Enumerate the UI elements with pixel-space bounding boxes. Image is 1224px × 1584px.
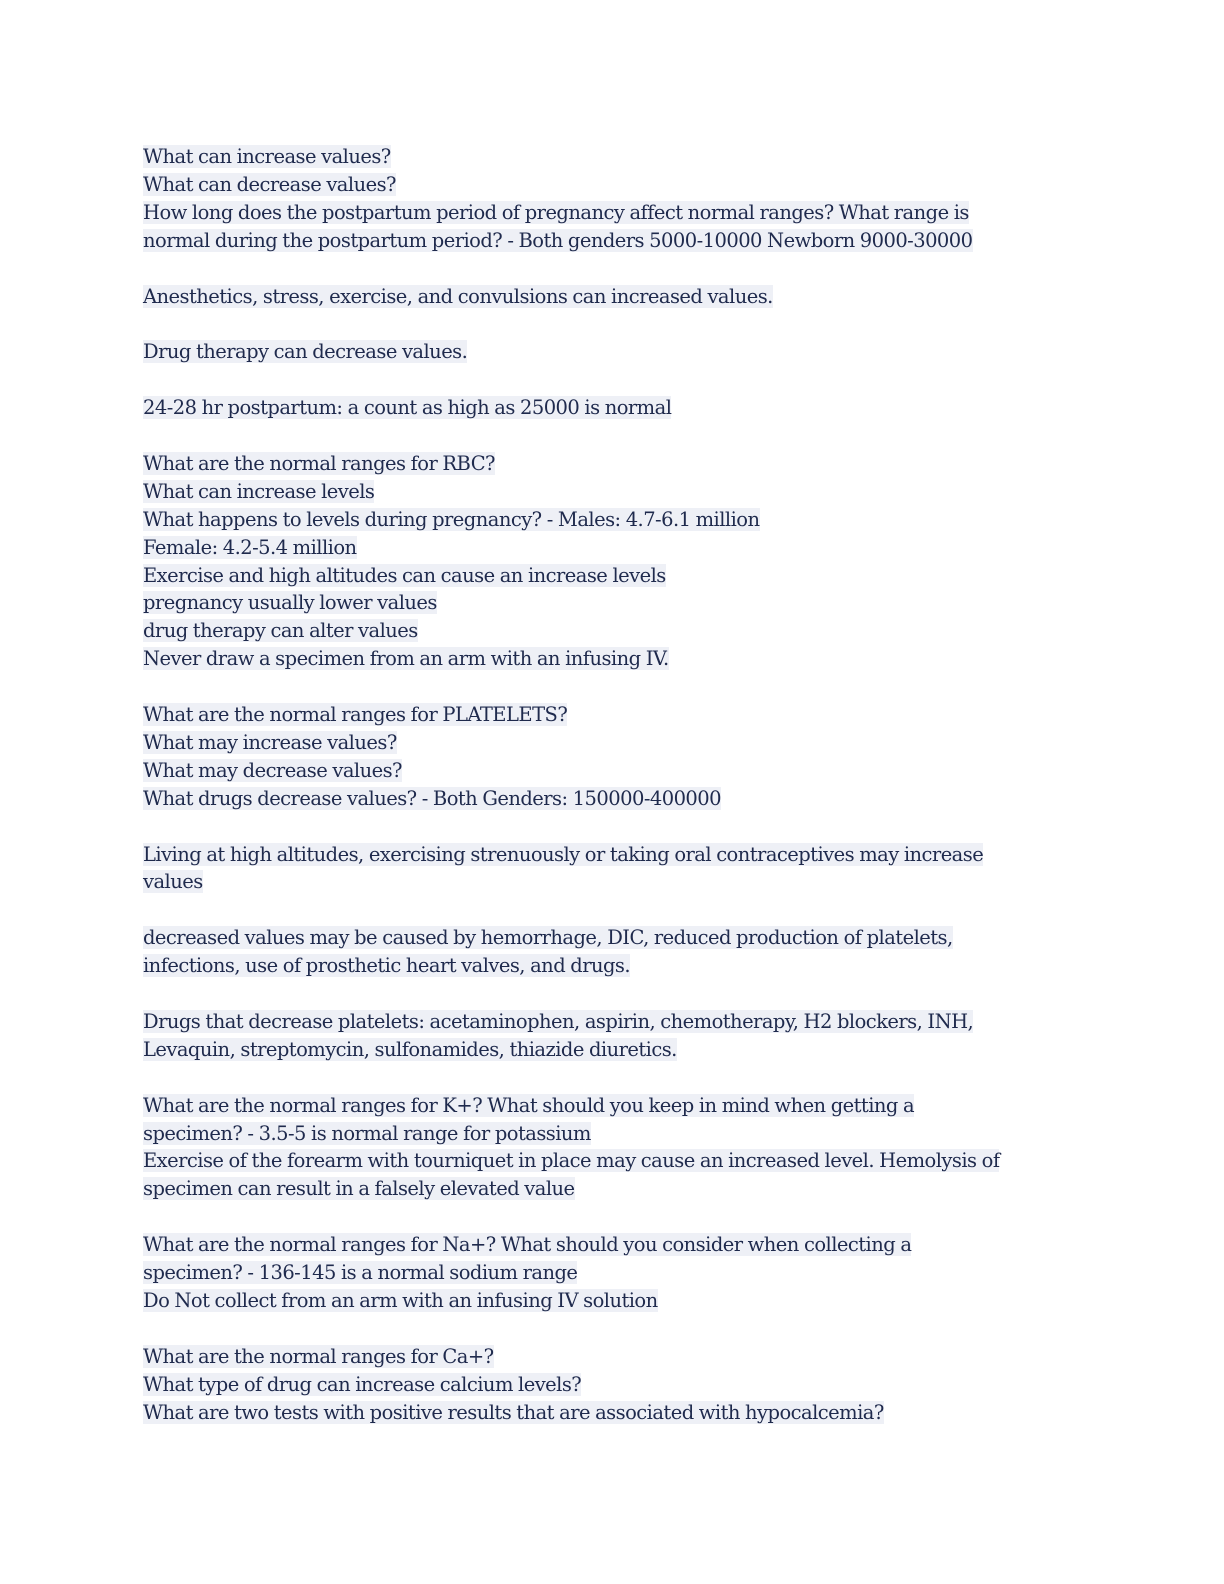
text-line xyxy=(143,617,1083,645)
text-line xyxy=(143,562,1083,590)
text-line xyxy=(143,1399,1083,1427)
text-line-content: pregnancy usually lower values xyxy=(143,591,437,615)
text-line xyxy=(143,924,1083,952)
text-line-content: 24-28 hr postpartum: a count as high as 25000 is normal xyxy=(143,396,672,420)
text-line xyxy=(143,283,1083,311)
text-line-content: What are the normal ranges for PLATELETS? xyxy=(143,703,568,727)
text-line-content: What are the normal ranges for Na+? What should you consider when collecting a xyxy=(143,1233,912,1257)
text-paragraph xyxy=(143,338,1083,366)
text-paragraph xyxy=(143,283,1083,311)
text-line xyxy=(143,478,1083,506)
text-line xyxy=(143,1371,1083,1399)
text-paragraph xyxy=(143,1008,1083,1064)
text-line xyxy=(143,534,1083,562)
text-line xyxy=(143,1036,1083,1064)
text-line-content: What are the normal ranges for K+? What should you keep in mind when getting a xyxy=(143,1093,915,1117)
text-line-content: What can increase values? xyxy=(143,145,391,168)
text-line-content: What may decrease values? xyxy=(143,758,402,782)
text-line-content: What type of drug can increase calcium levels? xyxy=(143,1372,582,1396)
document-page xyxy=(143,143,1083,1454)
text-line-content: Exercise and high altitudes can cause an increase levels xyxy=(143,563,666,587)
text-paragraph xyxy=(143,143,1083,255)
text-line-content: What happens to levels during pregnancy? - Males: 4.7-6.1 million xyxy=(143,507,760,531)
text-line-content: Never draw a specimen from an arm with an infusing IV. xyxy=(143,647,669,671)
text-paragraph xyxy=(143,450,1083,673)
text-paragraph xyxy=(143,841,1083,897)
text-line-content: What are the normal ranges for RBC? xyxy=(143,451,495,475)
text-line-content: normal during the postpartum period? - Both genders 5000-10000 Newborn 9000-30000 xyxy=(143,228,973,252)
text-paragraph xyxy=(143,924,1083,980)
text-line xyxy=(143,1147,1083,1175)
text-line-content: Drug therapy can decrease values. xyxy=(143,340,468,364)
text-line-content: drug therapy can alter values xyxy=(143,619,418,643)
text-line xyxy=(143,338,1083,366)
text-line-content: decreased values may be caused by hemorrhage, DIC, reduced production of platelets, xyxy=(143,926,953,950)
text-line xyxy=(143,1175,1083,1203)
text-line-content: What may increase values? xyxy=(143,730,397,754)
text-paragraph xyxy=(143,1231,1083,1315)
text-line xyxy=(143,645,1083,673)
text-line-content: specimen can result in a falsely elevated value xyxy=(143,1177,575,1201)
text-line xyxy=(143,785,1083,813)
text-line xyxy=(143,701,1083,729)
text-line-content: Anesthetics, stress, exercise, and convulsions can increased values. xyxy=(143,284,773,308)
text-line-content: specimen? - 3.5-5 is normal range for potassium xyxy=(143,1121,591,1145)
text-line xyxy=(143,952,1083,980)
text-line-content: What drugs decrease values? - Both Genders: 150000-400000 xyxy=(143,786,721,810)
text-line-content: Levaquin, streptomycin, sulfonamides, thiazide diuretics. xyxy=(143,1037,677,1061)
text-line-content: Female: 4.2-5.4 million xyxy=(143,535,357,559)
text-line-content: infections, use of prosthetic heart valves, and drugs. xyxy=(143,954,631,978)
text-line-content: Drugs that decrease platelets: acetaminophen, aspirin, chemotherapy, H2 blockers, INH, xyxy=(143,1009,974,1033)
text-line xyxy=(143,1008,1083,1036)
text-line-content: How long does the postpartum period of pregnancy affect normal ranges? What range is xyxy=(143,200,969,224)
text-line xyxy=(143,589,1083,617)
text-line-content: Do Not collect from an arm with an infusing IV solution xyxy=(143,1289,658,1312)
text-line-content: What can increase levels xyxy=(143,479,375,503)
text-line-content: What are the normal ranges for Ca+? xyxy=(143,1344,494,1368)
text-line xyxy=(143,1231,1083,1259)
text-line xyxy=(143,450,1083,478)
text-line xyxy=(143,394,1083,422)
text-line xyxy=(143,143,1083,171)
text-line xyxy=(143,199,1083,227)
text-line-content: specimen? - 136-145 is a normal sodium range xyxy=(143,1261,578,1285)
text-line xyxy=(143,841,1083,869)
text-paragraph xyxy=(143,1092,1083,1204)
text-paragraph xyxy=(143,1343,1083,1427)
text-line-content: Living at high altitudes, exercising strenuously or taking oral contraceptives may increase xyxy=(143,842,984,866)
text-line xyxy=(143,1120,1083,1148)
text-line xyxy=(143,171,1083,199)
text-line xyxy=(143,1259,1083,1287)
text-line xyxy=(143,729,1083,757)
text-line xyxy=(143,227,1083,255)
text-line xyxy=(143,868,1083,896)
text-line xyxy=(143,1343,1083,1371)
text-line xyxy=(143,1287,1083,1315)
text-line xyxy=(143,506,1083,534)
text-line-content: What are two tests with positive results that are associated with hypocalcemia? xyxy=(143,1400,884,1424)
text-paragraph xyxy=(143,394,1083,422)
text-line-content: What can decrease values? xyxy=(143,172,396,196)
text-line xyxy=(143,1092,1083,1120)
text-line-content: values xyxy=(143,870,203,894)
text-line-content: Exercise of the forearm with tourniquet in place may cause an increased level. Hemolysis of xyxy=(143,1149,1000,1173)
text-paragraph xyxy=(143,701,1083,813)
text-line xyxy=(143,757,1083,785)
